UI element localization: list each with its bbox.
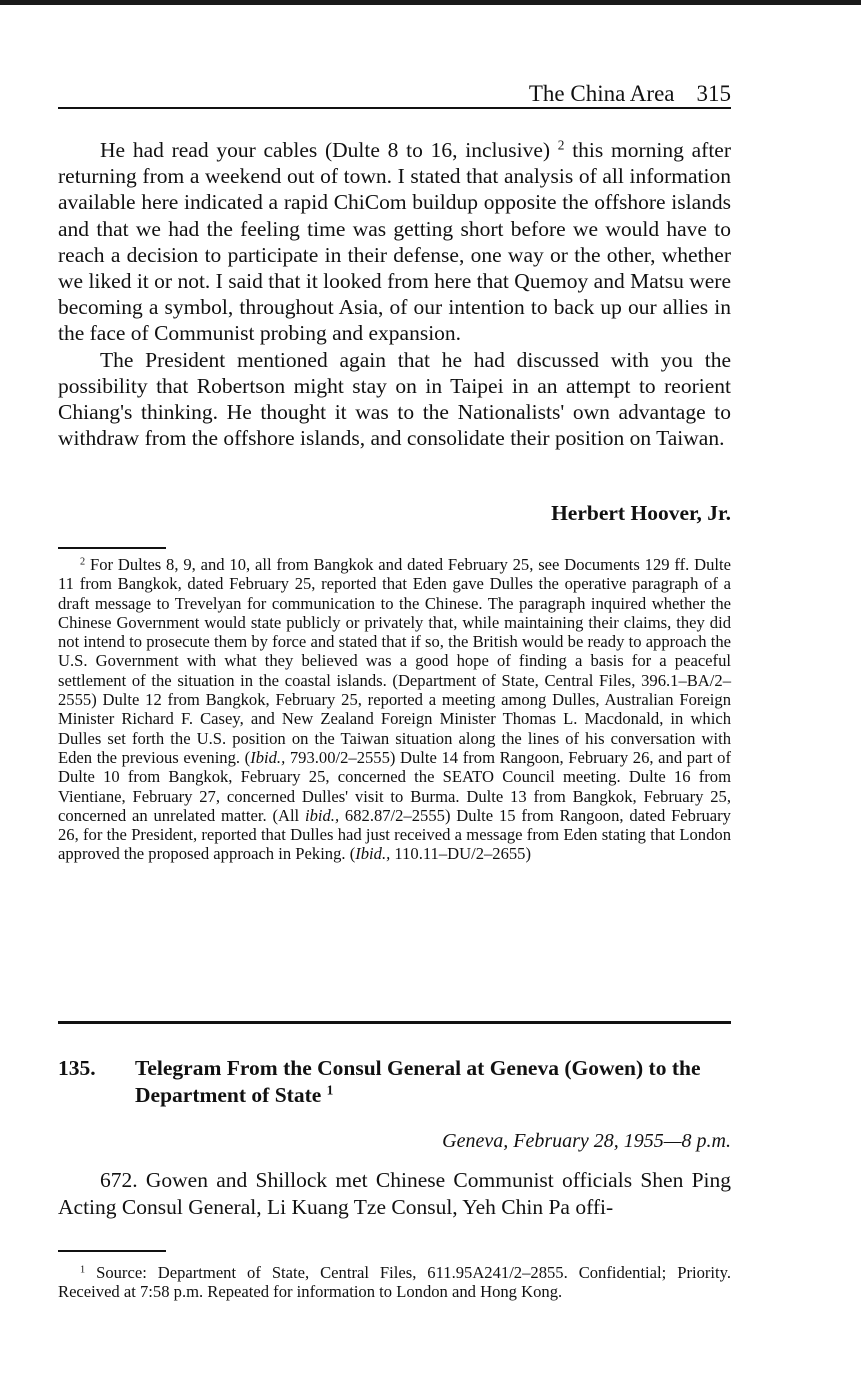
- telegram-paragraph: 672. Gowen and Shillock met Chinese Communist officials Shen Ping Acting Consul General, Li Kuang Tze Consul, Yeh Chin Pa offi-: [58, 1168, 731, 1219]
- footnote-marker: 2: [80, 556, 86, 568]
- page-top-edge: [0, 0, 861, 5]
- section-divider: [58, 1021, 731, 1024]
- footnote-rule: [58, 1250, 166, 1252]
- footnote-rule: [58, 547, 166, 549]
- page-number: 315: [696, 81, 731, 106]
- running-head: [58, 80, 731, 108]
- footnote-marker: 1: [80, 1264, 86, 1276]
- document-number: 135.: [58, 1056, 96, 1080]
- telegram-text: [58, 1167, 731, 1220]
- footnote: $^2$ For Dultes 8, 9, and 10, all from Bangkok and dated February 25, see Documents 129 ff. Dulte 11 from Bangkok, dated February 25, reported that Eden gave Dulles the operative paragraph of a draft message to Trevelyan for communication to the Chinese. The paragraph inquired whether the Chinese Government would state publicly or privately that, while maintaining their claims, they did not intend to prosecute them by force and stated that if so, the British would be ready to approach the U.S. Government with what they believed was a good hope of finding a basis for a peaceful settlement of the situation in the coastal islands. (Department of State, Central Files, 396.1–BA/2–2555) Dulte 12 from Bangkok, February 25, reported a meeting among Dulles, Australian Foreign Minister Richard F. Casey, and New Zealand Foreign Minister Thomas L. Macdonald, in which Dulles set forth the U.S. position on the Taiwan situation along the lines of his conversation with Eden the previous evening. (Ibid., 793.00/2–2555) Dulte 14 from Rangoon, February 26, and part of Dulte 10 from Bangkok, February 25, concerned the SEATO Council meeting. Dulte 16 from Vientiane, February 27, concerned Dulles' visit to Burma. Dulte 13 from Bangkok, February 25, concerned an unrelated matter. (All ibid., 682.87/2–2555) Dulte 15 from Rangoon, dated February 26, for the President, reported that Dulles had just received a message from Eden stating that London approved the proposed approach in Peking. (Ibid., 110.11–DU/2–2655): [58, 555, 731, 864]
- signature: Herbert Hoover, Jr.: [551, 501, 731, 525]
- document-title: Telegram From the Consul General at Geneva (Gowen) to the Department of State $^1$: [135, 1056, 701, 1107]
- body-text: [58, 137, 731, 451]
- body-paragraph: He had read your cables (Dulte 8 to 16, inclusive) $^2$ this morning after returning from a weekend out of town. I stated that analysis of all information available here indicated a rapid ChiCom buildup opposite the offshore islands and that we had the feeling time was getting short before we would have to reach a decision to participate in their defense, one way or the other, whether we liked it or not. I said that it looked from here that Quemoy and Matsu were becoming a symbol, throughout Asia, of our intention to back up our allies in the face of Communist probing and expansion.: [58, 137, 731, 346]
- body-paragraph: The President mentioned again that he had discussed with you the possibility that Robertson might stay on in Taipei in an attempt to reorient Chiang's thinking. He thought it was to the Nationalists' own advantage to withdraw from the offshore islands, and consolidate their position on Taiwan.: [58, 347, 731, 451]
- header-rule: [58, 107, 731, 109]
- running-head-title: The China Area: [528, 81, 675, 106]
- footnote-reference: 2: [557, 137, 565, 153]
- dateline: Geneva, February 28, 1955—8 p.m.: [442, 1130, 731, 1152]
- footnote-reference: 1: [326, 1082, 334, 1098]
- source-footnote: $^1$ Source: Department of State, Central Files, 611.95A241/2–2855. Confidential; Priority. Received at 7:58 p.m. Repeated for information to London and Hong Kong.: [58, 1263, 731, 1302]
